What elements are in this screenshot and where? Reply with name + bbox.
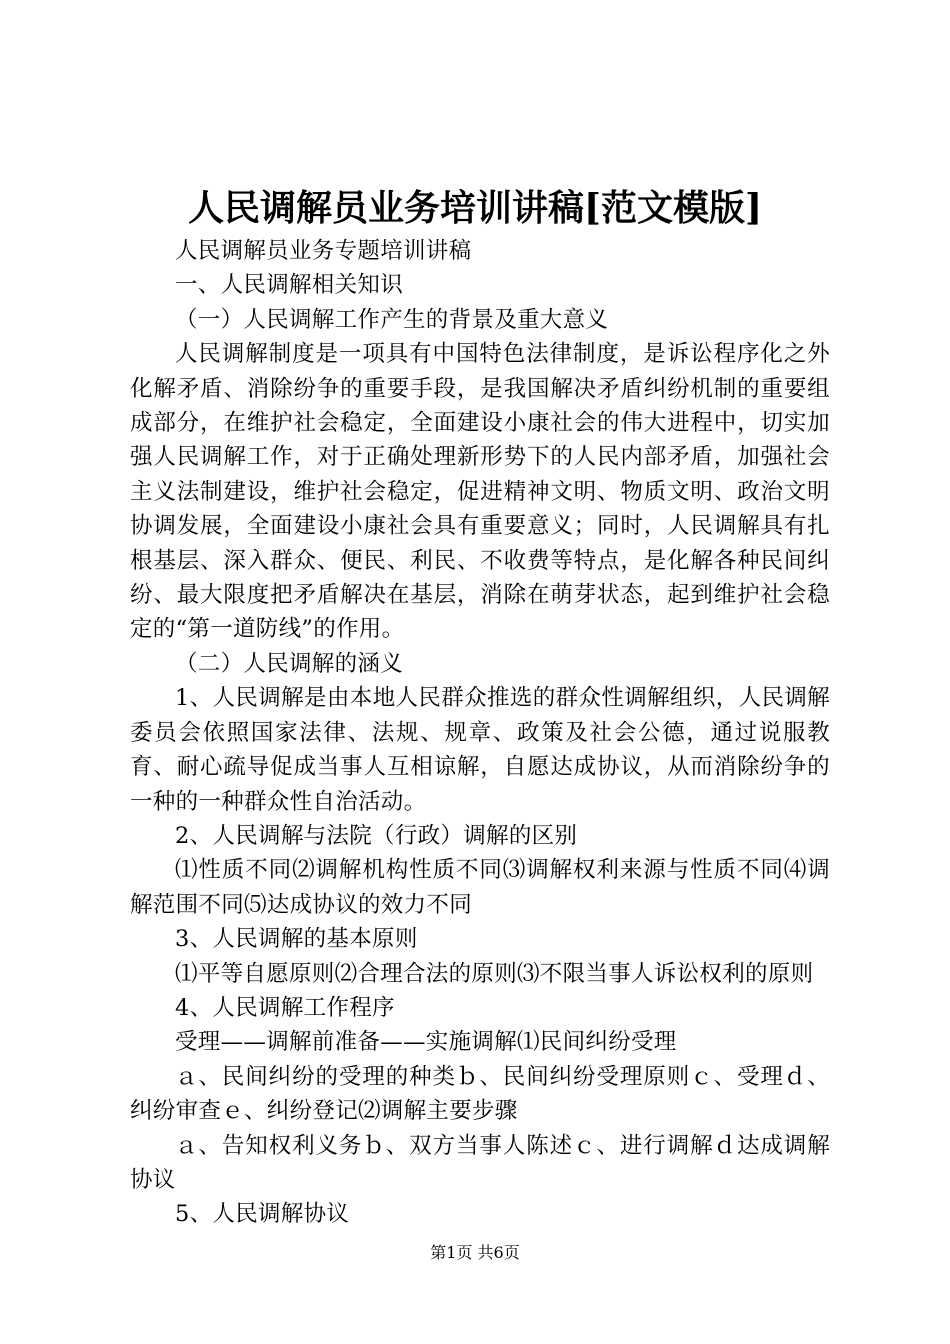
document-body xyxy=(130,234,830,1232)
paragraph-body: ⑴性质不同⑵调解机构性质不同⑶调解权利来源与性质不同⑷调解范围不同⑸达成协议的效力不同 xyxy=(130,857,830,918)
paragraph-item-heading: 4、人民调解工作程序 xyxy=(175,994,395,1021)
paragraph-body: ａ、民间纠纷的受理的种类ｂ、民间纠纷受理原则ｃ、受理ｄ、纠纷审查ｅ、纠纷登记⑵调解主要步骤 xyxy=(130,1063,830,1125)
paragraph-section-heading: 一、人民调解相关知识 xyxy=(175,272,404,299)
paragraph-subtitle: 人民调解员业务专题培训讲稿 xyxy=(175,238,472,264)
paragraph-body: 1、人民调解是由本地人民群众推选的群众性调解组织，人民调解委员会依照国家法律、法规、规章、政策及社会公德，通过说服教育、耐心疏导促成当事人互相谅解，自愿达成协议，从而消除纷争的一种的一种群众性自治活动。 xyxy=(130,685,830,815)
paragraph-body: ａ、告知权利义务ｂ、双方当事人陈述ｃ、进行调解ｄ达成调解协议 xyxy=(130,1132,830,1193)
paragraph-body: 人民调解制度是一项具有中国特色法律制度，是诉讼程序化之外化解矛盾、消除纷争的重要手段，是我国解决矛盾纠纷机制的重要组成部分，在维护社会稳定，全面建设小康社会的伟大进程中，切实加强人民调解工作，对于正确处理新形势下的人民内部矛盾，加强社会主义法制建设，维护社会稳定，促进精神文明、物质文明、政治文明协调发展，全面建设小康社会具有重要意义；同时，人民调解具有扎根基层、深入群众、便民、利民、不收费等特点，是化解各种民间纠纷、最大限度把矛盾解决在基层，消除在萌芽状态，起到维护社会稳定的“第一道防线”的作用。 xyxy=(130,341,830,643)
paragraph-subsection-heading: （二）人民调解的涵义 xyxy=(175,650,404,677)
paragraph-subsection-heading: （一）人民调解工作产生的背景及重大意义 xyxy=(175,306,609,333)
paragraph-body: ⑴平等自愿原则⑵合理合法的原则⑶不限当事人诉讼权利的原则 xyxy=(175,960,814,987)
page-number-footer: 第1页 共6页 xyxy=(430,1243,520,1262)
paragraph-item-heading: 5、人民调解协议 xyxy=(175,1201,350,1228)
paragraph-item-heading: 3、人民调解的基本原则 xyxy=(175,926,418,953)
paragraph-body: 受理——调解前准备——实施调解⑴民间纠纷受理 xyxy=(175,1029,677,1056)
paragraph-item-heading: 2、人民调解与法院（行政）调解的区别 xyxy=(175,822,578,849)
document-title: 人民调解员业务培训讲稿[范文模版] xyxy=(187,187,763,229)
